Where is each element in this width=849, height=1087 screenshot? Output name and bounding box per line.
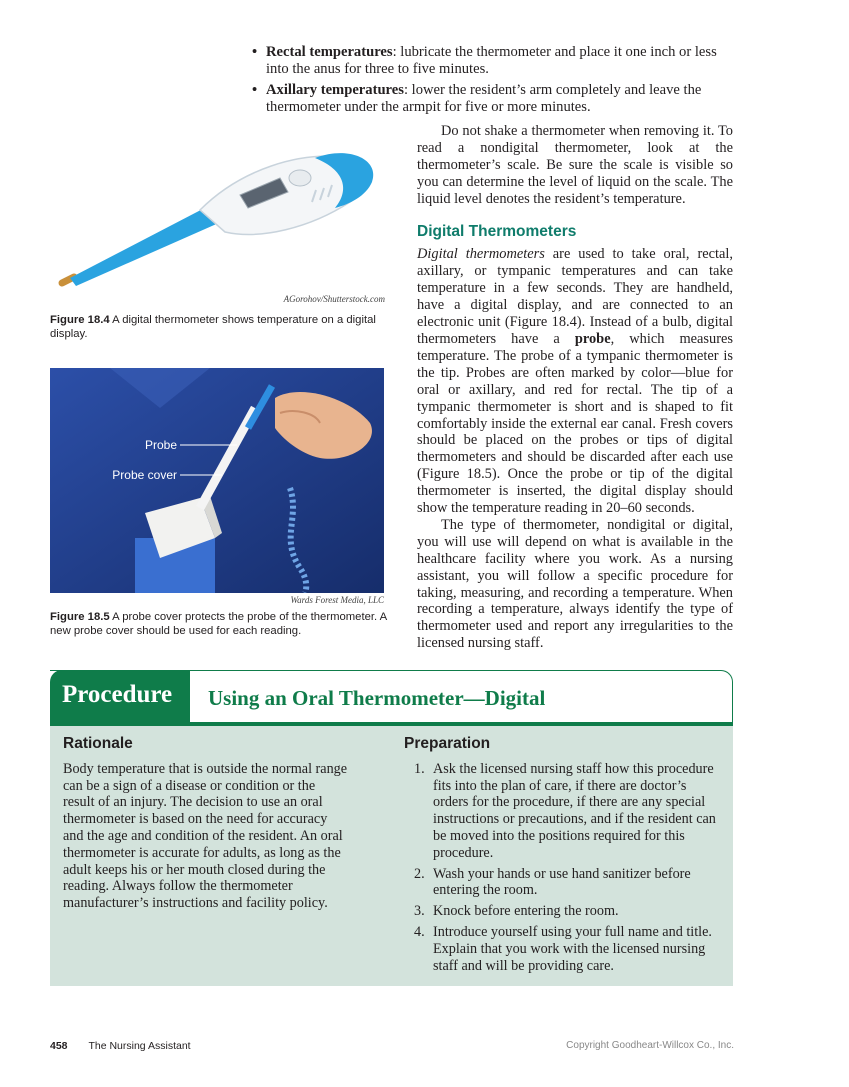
term-bold: probe	[574, 330, 611, 347]
figure-label: Figure 18.4	[50, 314, 110, 326]
step-text: Knock before entering the room.	[433, 903, 619, 920]
bullet-text: : lubricate the thermometer and place it one inch or less into the anus for three to five minutes.	[266, 44, 717, 77]
step-text: Introduce yourself using your full name and title. Explain that you work with the licensed nursing staff and will be providing care.	[433, 923, 712, 974]
step-text: Wash your hands or use hand sanitizer before entering the room.	[433, 865, 691, 899]
preparation-heading: Preparation	[404, 735, 491, 752]
book-title: The Nursing Assistant	[88, 1040, 191, 1052]
list-item	[404, 903, 724, 920]
footer-copyright: Copyright Goodheart-Willcox Co., Inc.	[566, 1040, 734, 1051]
preparation-section	[404, 736, 724, 978]
callout-probe: Probe	[144, 438, 177, 452]
list-item	[404, 761, 724, 862]
rationale-text: Body temperature that is outside the normal range can be a sign of a disease or condition or the result of an injury. The decision to use an oral thermometer is based on the need for accuracy and the age and condition of the resident. An oral thermometer is accurate for adults, as long as the adult keeps his or her mouth closed during the reading. Always follow the thermometer manufacturer’s instructions and facility policy.	[63, 760, 348, 912]
bullet-axillary	[250, 82, 735, 116]
right-column-text	[417, 123, 733, 652]
step-number: 2.	[414, 865, 425, 882]
bullet-term: Axillary temperatures	[266, 82, 404, 98]
step-number: 4.	[414, 923, 425, 940]
paragraph	[417, 246, 733, 517]
figure-18-4-caption	[50, 313, 390, 341]
paragraph: The type of thermometer, nondigital or digital, you will use will depend on what is available in the healthcare facility where you work. As a nursing assistant, you will follow a specific procedure for taking, measuring, and recording a temperature. When recording a temperature, always identify the type of thermometer used and report any irregularities to the licensed nursing staff.	[417, 516, 733, 652]
figure-18-5-caption	[50, 610, 390, 638]
procedure-tab	[50, 670, 190, 722]
step-number: 3.	[414, 903, 425, 920]
bullet-term: Rectal temperatures	[266, 44, 393, 60]
procedure-tab-label: Procedure	[62, 681, 173, 708]
page-number: 458	[50, 1040, 68, 1052]
rationale-section	[63, 736, 348, 912]
procedure-title: Using an Oral Thermometer—Digital	[208, 686, 546, 710]
figure-18-4-image	[50, 140, 385, 308]
footer-left	[50, 1040, 191, 1052]
text-segment: , which measures temperature. The probe of a tympanic thermometer is the tip. Probes are often marked by color—blue for oral or axillary, and red for rectal. The tip of a tympanic thermometer is short and is shaped to fit comfortably inside the external ear canal. Fresh covers should be placed on the probes or tips of digital thermometers and should be discarded after each use (Figure 18.5). Once the probe or tip of the digital thermometer is inserted, the digital display should show the temperature reading in 20–60 seconds.	[417, 330, 734, 517]
list-item	[404, 866, 724, 900]
step-number: 1.	[414, 760, 425, 777]
figure-18-5-credit: Wards Forest Media, LLC	[290, 595, 384, 605]
step-text: Ask the licensed nursing staff how this procedure fits into the plan of care, if there are doctor’s orders for the procedure, if there are any special instructions or precautions, and if the resident can be moved into the positions required for this procedure.	[433, 760, 716, 861]
callout-probe-cover: Probe cover	[112, 468, 177, 482]
figure-18-4-credit: AGorohov/Shutterstock.com	[283, 294, 385, 304]
list-item	[404, 924, 724, 974]
figure-18-5-image	[50, 368, 384, 593]
paragraph: Do not shake a thermometer when removing it. To read a nondigital thermometer, look at the thermometer’s scale. Be sure the scale is visible so you can determine the level of liquid on the scale. The liquid level denotes the resident’s temperature.	[417, 123, 733, 207]
figure-label: Figure 18.5	[50, 611, 110, 623]
bullet-text: : lower the resident’s arm completely and leave the thermometer under the armpit for five or more minutes.	[266, 82, 702, 115]
term-italic: Digital thermometers	[417, 246, 545, 263]
text-segment: are used to take oral, rectal, axillary, or tympanic temperatures and can take temperature in a few seconds. They are handheld, have a digital display, and are connected to an electronic unit (Figure 18.4). Instead of a bulb, digital thermometers have a	[417, 246, 733, 347]
section-heading: Digital Thermometers	[417, 222, 577, 240]
top-bullet-list	[250, 44, 735, 120]
preparation-steps	[404, 761, 724, 975]
figure-caption-text: A digital thermometer shows temperature on a digital display.	[50, 314, 376, 340]
figure-caption-text: A probe cover protects the probe of the thermometer. A new probe cover should be used for each reading.	[50, 611, 387, 637]
bullet-rectal	[250, 44, 735, 78]
rationale-heading: Rationale	[63, 735, 133, 752]
